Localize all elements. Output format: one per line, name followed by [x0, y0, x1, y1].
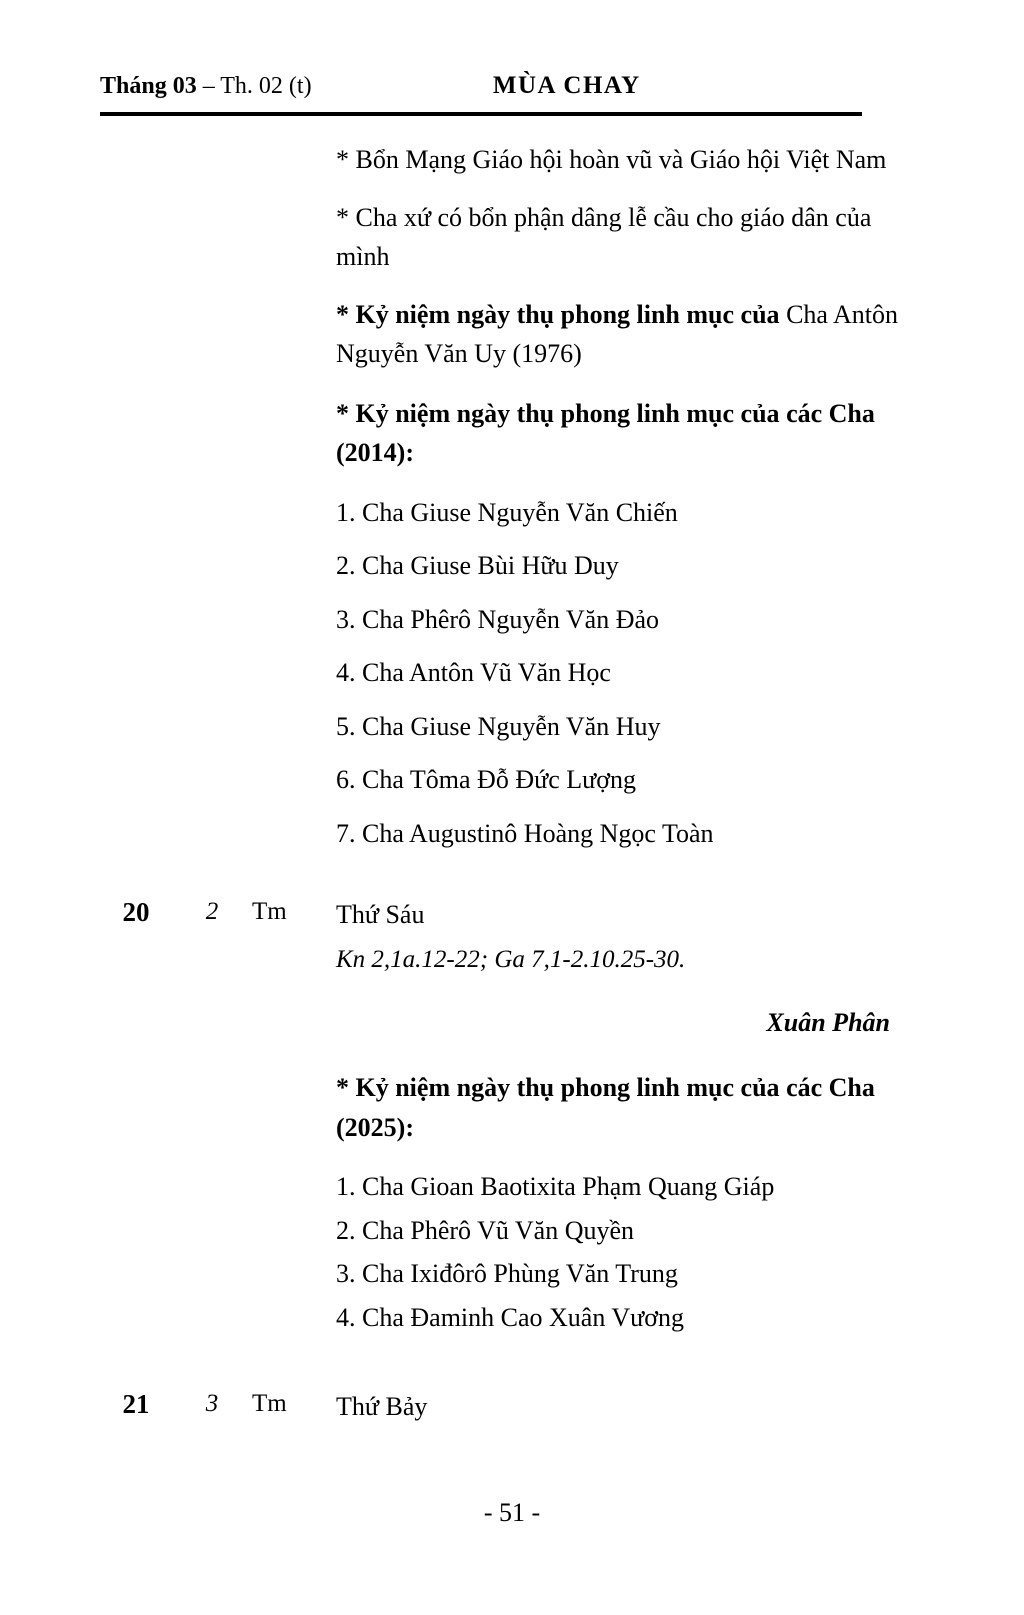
- row-liturgical-color: Tm: [252, 1390, 287, 1418]
- list-item: 4. Cha Đaminh Cao Xuân Vương: [336, 1302, 684, 1332]
- scripture-readings: Kn 2,1a.12-22; Ga 7,1-2.10.25-30.: [336, 945, 686, 973]
- calendar-content: [100, 140, 900, 1433]
- list-item: 6. Cha Tôma Đỗ Đức Lượng: [336, 765, 636, 795]
- row-day: [100, 140, 172, 142]
- spacer: [336, 1153, 900, 1167]
- ordination-anniversary-3-heading: [336, 1068, 900, 1147]
- row-description: [336, 140, 900, 867]
- table-row: [100, 895, 900, 1341]
- row-day: 20: [122, 897, 150, 928]
- row-description: [336, 1387, 900, 1433]
- weekday-label: Thứ Bảy: [336, 1392, 428, 1422]
- ordination-heading-1: * Kỷ niệm ngày thụ phong linh mục của: [336, 299, 780, 329]
- solar-term-note: Xuân Phân: [766, 1007, 890, 1037]
- spacer: [100, 1341, 900, 1387]
- row-liturgical-color: [252, 140, 336, 143]
- list-item: 4. Cha Antôn Vũ Văn Học: [336, 658, 611, 688]
- ordination-anniversary-2-heading: [336, 394, 900, 473]
- weekday-label: Thứ Sáu: [336, 900, 425, 930]
- spacer: [336, 380, 900, 394]
- ordination-heading-2-line2: các Cha (2014):: [336, 398, 875, 468]
- ordination-heading-2-line1: * Kỷ niệm ngày thụ phong linh mục của: [336, 398, 780, 428]
- header-divider: [100, 112, 862, 116]
- list-item: 5. Cha Giuse Nguyễn Văn Huy: [336, 711, 661, 741]
- page-footer: [0, 1498, 1024, 1528]
- list-item: 1. Cha Gioan Baotixita Phạm Quang Giáp: [336, 1172, 775, 1202]
- table-row: [100, 1387, 900, 1433]
- ordination-heading-3-line2: các Cha (2025):: [336, 1073, 875, 1142]
- list-item: 3. Cha Phêrô Nguyễn Văn Đảo: [336, 604, 660, 634]
- header-month-bold: Tháng 03: [100, 73, 197, 99]
- list-item: 3. Cha Ixiđôrô Phùng Văn Trung: [336, 1259, 678, 1289]
- ordination-heading-3-line1: * Kỷ niệm ngày thụ phong linh mục của: [336, 1073, 780, 1103]
- header-season-title: MÙA CHAY: [492, 72, 641, 99]
- note-patron: * Bổn Mạng Giáo hội hoàn vũ và Giáo hội Việt Nam: [336, 145, 887, 174]
- header-month-rest: – Th. 02 (t): [196, 73, 312, 99]
- spacer: [100, 867, 900, 895]
- table-row: [100, 140, 900, 867]
- row-day: 21: [122, 1389, 150, 1420]
- page-number: - 51 -: [483, 1498, 541, 1527]
- row-lunar-day: 3: [205, 1390, 219, 1418]
- list-item: 7. Cha Augustinô Hoàng Ngọc Toàn: [336, 818, 714, 848]
- page-header: [100, 72, 862, 100]
- row-lunar-day: 2: [205, 898, 219, 926]
- row-lunar-day: [172, 140, 252, 143]
- row-liturgical-color: Tm: [252, 898, 287, 926]
- note-parish-duty: * Cha xứ có bổn phận dâng lễ cầu cho giáo dân của mình: [336, 202, 872, 272]
- list-item: 2. Cha Phêrô Vũ Văn Quyền: [336, 1215, 635, 1245]
- list-item: 2. Cha Giuse Bùi Hữu Duy: [336, 551, 619, 581]
- ordination-subject-1: Cha Antôn Nguyễn Văn Uy (1976): [336, 299, 899, 369]
- spacer: [336, 479, 900, 493]
- list-item: 1. Cha Giuse Nguyễn Văn Chiến: [336, 497, 678, 527]
- ordination-anniversary-1: [336, 295, 900, 374]
- row-description: [336, 895, 900, 1341]
